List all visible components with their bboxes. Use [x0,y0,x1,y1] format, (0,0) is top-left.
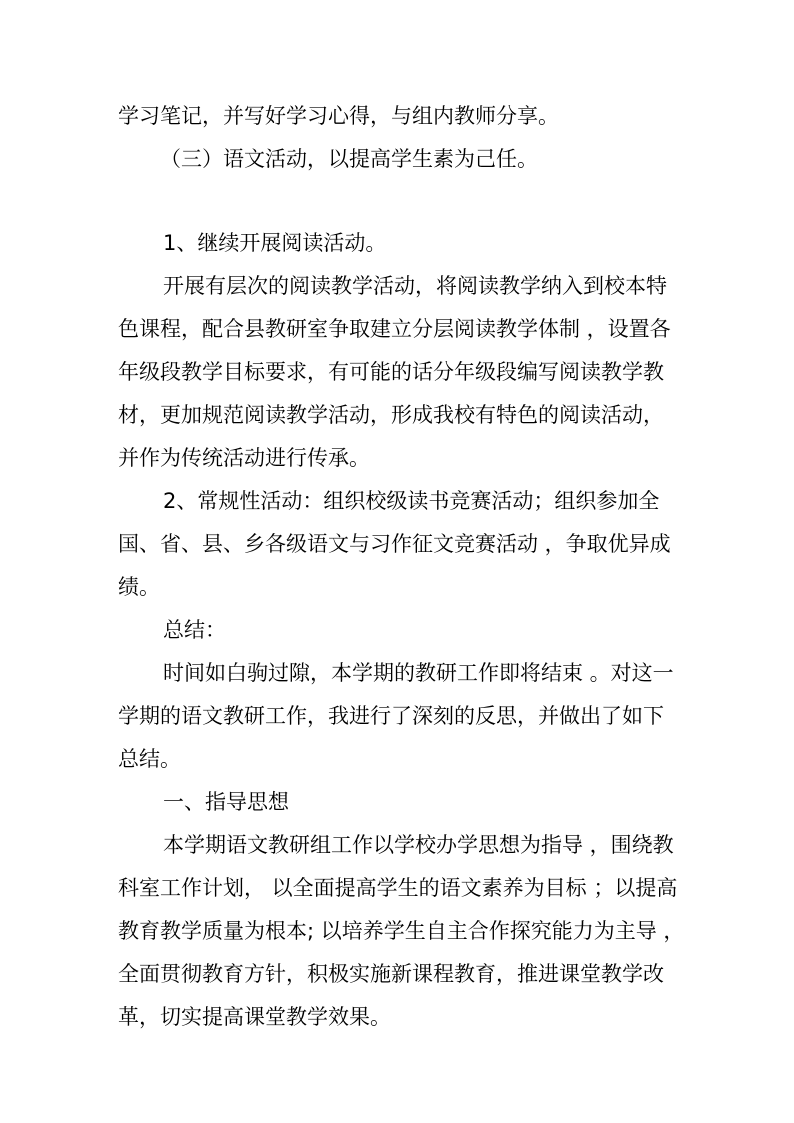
section-heading-language-activities: （三）语文活动，以提高学生素为己任。 [160,147,538,171]
paragraph-line-summary-2: 学期的语文教研工作，我进行了深刻的反思，并做出了如下 [118,704,664,728]
paragraph-line-guiding-1: 本学期语文教研组工作以学校办学思想为指导 ，围绕教 [163,833,674,857]
paragraph-line-routine-3: 绩。 [118,575,160,599]
paragraph-line-summary-1: 时间如白驹过隙，本学期的教研工作即将结束 。对这一 [163,661,674,685]
paragraph-line-routine-1: 2、常规性活动：组织校级读书竞赛活动；组织参加全 [163,489,660,513]
paragraph-line-routine-2: 国、省、县、乡各级语文与习作征文竞赛活动 ，争取优异成 [118,532,671,556]
paragraph-line-1: 学习笔记，并写好学习心得，与组内教师分享。 [118,104,559,128]
subheading-reading-activities: 1、继续开展阅读活动。 [163,231,387,255]
heading-guiding-ideology: 一、指导思想 [163,790,289,814]
paragraph-line-reading-3: 年级段教学目标要求，有可能的话分年级段编写阅读教学教 [118,360,664,384]
paragraph-line-guiding-3: 教育教学质量为根本; 以培养学生自主合作探究能力为主导 ， [118,919,685,943]
summary-heading: 总结： [163,618,226,642]
paragraph-line-reading-2: 色课程，配合县教研室争取建立分层阅读教学体制 ，设置各 [118,317,671,341]
paragraph-line-reading-1: 开展有层次的阅读教学活动，将阅读教学纳入到校本特 [163,274,667,298]
paragraph-line-guiding-2: 科室工作计划， 以全面提高学生的语文素养为目标 ；以提高 [118,876,678,900]
paragraph-line-reading-4: 材，更加规范阅读教学活动，形成我校有特色的阅读活动， [118,403,664,427]
paragraph-line-reading-5: 并作为传统活动进行传承。 [118,446,370,470]
paragraph-line-guiding-4: 全面贯彻教育方针，积极实施新课程教育，推进课堂教学改 [118,962,664,986]
paragraph-line-guiding-5: 革，切实提高课堂教学效果。 [118,1005,391,1029]
paragraph-line-summary-3: 总结。 [118,747,181,771]
